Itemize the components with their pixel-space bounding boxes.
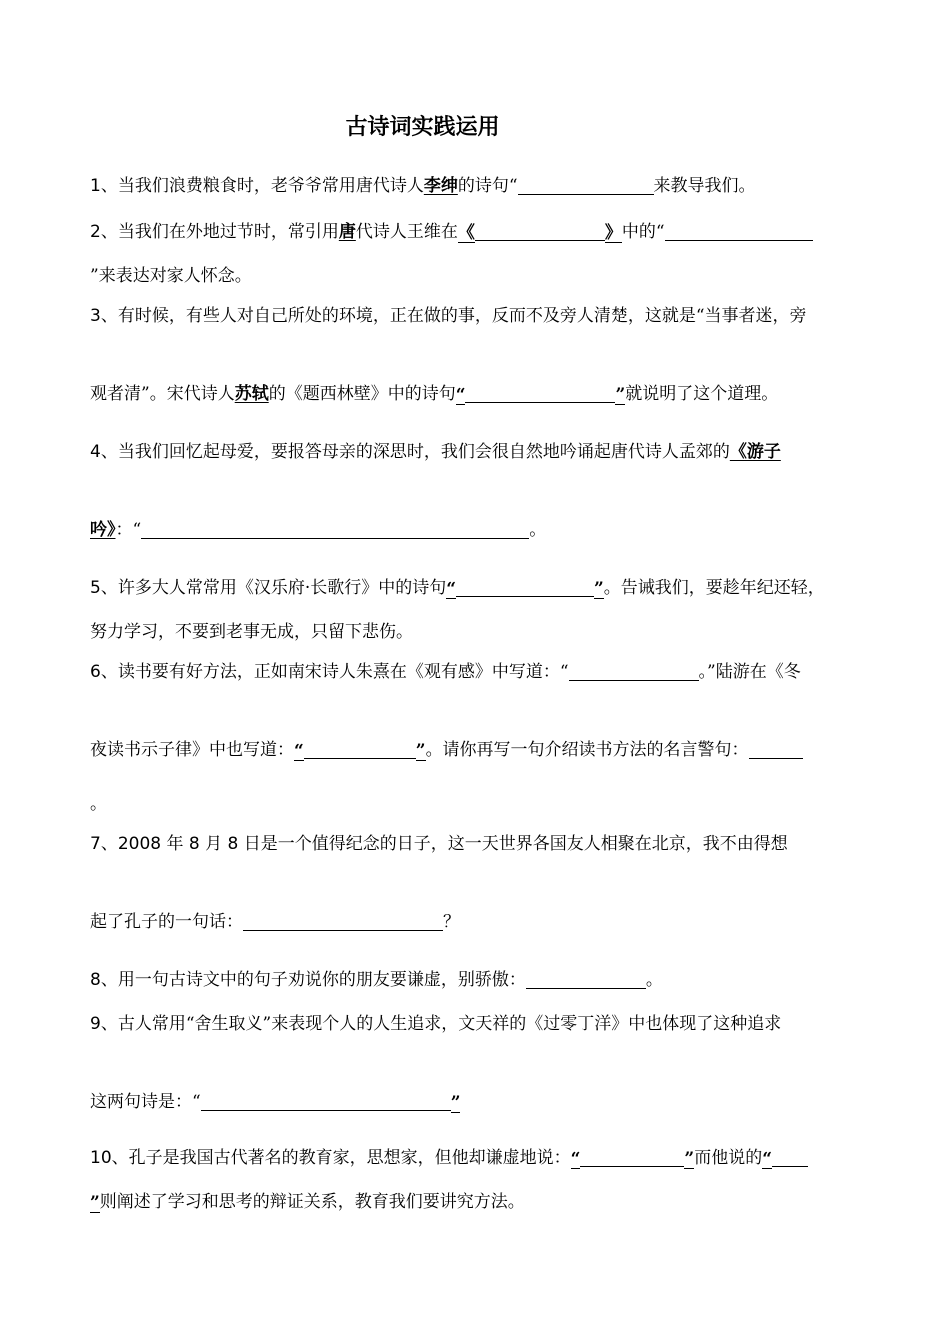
question-6-end	[90, 792, 107, 816]
question-number: 10	[90, 1148, 112, 1168]
question-9-continued	[90, 1090, 460, 1114]
title-open-bracket: 《	[457, 223, 475, 243]
question-text: 、古人常用“舍生取义”来表现个人的人生追求，文天祥的《过零丁洋》中也体现了这种追求	[100, 1014, 782, 1034]
answer-blank[interactable]	[580, 1148, 684, 1167]
question-text: 、当我们在外地过节时，常引用	[100, 222, 339, 242]
question-number: 9	[90, 1014, 101, 1034]
question-number: 4	[90, 442, 101, 462]
quote-close: ”	[684, 1149, 695, 1169]
question-6	[90, 660, 801, 684]
question-7-continued	[90, 910, 460, 934]
question-text: 夜读书示子律》中也写道：	[90, 740, 294, 760]
answer-blank[interactable]	[141, 520, 529, 539]
answer-blank[interactable]	[772, 1148, 808, 1167]
poet-name: 苏轼	[234, 384, 269, 404]
question-text: 。	[529, 520, 547, 540]
answer-blank[interactable]	[243, 912, 443, 931]
answer-blank[interactable]	[465, 384, 615, 403]
answer-blank[interactable]	[749, 740, 803, 759]
question-8	[90, 968, 663, 992]
page-title: 古诗词实践运用	[345, 115, 500, 140]
date-day: 8	[227, 834, 239, 854]
dynasty-name: 唐	[338, 222, 356, 242]
date-month: 8	[188, 834, 200, 854]
question-text: 观者清”。宋代诗人	[90, 384, 235, 404]
question-6-continued	[90, 738, 803, 762]
question-text: 月	[199, 834, 228, 854]
answer-blank[interactable]	[569, 662, 699, 681]
answer-blank[interactable]	[475, 222, 605, 241]
question-text: 。	[90, 794, 107, 814]
question-1	[90, 174, 756, 198]
question-number: 6	[90, 662, 101, 682]
question-text: 、用一句古诗文中的句子劝说你的朋友要谦虚，别骄傲：	[100, 970, 526, 990]
question-text: 努力学习，不要到老事无成，只留下悲伤。	[90, 622, 413, 642]
question-text: 就说明了这个道理。	[625, 384, 779, 404]
quote-open: “	[455, 385, 466, 405]
poet-name: 李绅	[423, 176, 458, 196]
question-text: 。	[645, 970, 663, 990]
question-text: 来教导我们。	[653, 176, 756, 196]
question-text: 年	[161, 834, 189, 854]
question-text: 而他说的	[694, 1148, 763, 1168]
question-2-continued	[90, 264, 252, 288]
question-5	[90, 576, 825, 600]
question-4	[90, 440, 781, 464]
answer-blank[interactable]	[665, 222, 813, 241]
question-3	[90, 304, 807, 328]
question-10	[90, 1146, 808, 1170]
date-year: 2008	[117, 834, 162, 854]
quote-open: “	[294, 741, 304, 761]
quote-close: ”	[594, 579, 604, 599]
question-text: 。”陆游在《冬	[698, 662, 801, 682]
question-text: 代诗人王维在	[355, 222, 458, 242]
question-text: 。请你再写一句介绍读书方法的名言警句：	[425, 740, 749, 760]
question-text: 、当我们浪费粮食时，老爷爷常用唐代诗人	[100, 176, 424, 196]
question-text: 、许多大人常常用《汉乐府·长歌行》中的诗句	[100, 578, 447, 598]
question-text: 起了孔子的一句话：	[90, 912, 243, 932]
question-3-continued	[90, 382, 778, 406]
question-text: 、	[100, 834, 118, 854]
question-text: 的《题西林壁》中的诗句	[268, 384, 456, 404]
question-text: 、读书要有好方法，正如南宋诗人朱熹在《观有感》中写道：“	[100, 662, 569, 682]
question-number: 8	[90, 970, 101, 990]
question-text: 、有时候，有些人对自己所处的环境，正在做的事，反而不及旁人清楚，这就是“当事者迷，旁	[100, 306, 807, 326]
quote-close: ”	[90, 1193, 100, 1213]
question-4-continued	[90, 518, 546, 542]
question-text: 日是一个值得纪念的日子，这一天世界各国友人相聚在北京，我不由得想	[238, 834, 788, 854]
quote-close: ”	[415, 741, 426, 761]
question-text: 、当我们回忆起母爱，要报答母亲的深思时，我们会很自然地吟诵起唐代诗人孟郊的	[100, 442, 730, 462]
question-number: 3	[90, 306, 101, 326]
question-9	[90, 1012, 781, 1036]
question-number: 7	[90, 834, 101, 854]
title-close-bracket: 》	[604, 223, 622, 243]
answer-blank[interactable]	[456, 578, 594, 597]
question-text: 、孔子是我国古代著名的教育家，思想家，但他却谦虚地说：	[111, 1148, 571, 1168]
question-number: 2	[90, 222, 101, 242]
question-text: ？	[443, 912, 460, 932]
answer-blank[interactable]	[201, 1092, 451, 1111]
question-5-continued	[90, 620, 413, 644]
question-7	[90, 832, 788, 856]
quote-close: ”	[450, 1093, 461, 1113]
question-text: 。告诫我们，要趁年纪还轻，	[603, 578, 825, 598]
question-text: 则阐述了学习和思考的辩证关系，教育我们要讲究方法。	[99, 1192, 525, 1212]
question-text: 的诗句“	[457, 176, 518, 196]
poem-title: 吟》	[90, 520, 116, 540]
question-10-continued	[90, 1190, 525, 1214]
answer-blank[interactable]	[304, 740, 416, 759]
answer-blank[interactable]	[518, 176, 654, 195]
answer-blank[interactable]	[526, 970, 646, 989]
question-text: ”来表达对家人怀念。	[90, 266, 252, 286]
quote-open: “	[446, 579, 457, 599]
question-number: 5	[90, 578, 101, 598]
quote-close: ”	[615, 385, 626, 405]
question-text: 这两句诗是：“	[90, 1092, 201, 1112]
poem-title: 《游子	[729, 442, 781, 462]
quote-open: “	[762, 1149, 772, 1169]
question-text: 中的“	[621, 222, 665, 242]
question-text: ：“	[115, 520, 142, 540]
quote-open: “	[570, 1149, 581, 1169]
question-2	[90, 220, 813, 244]
question-number: 1	[90, 176, 101, 196]
